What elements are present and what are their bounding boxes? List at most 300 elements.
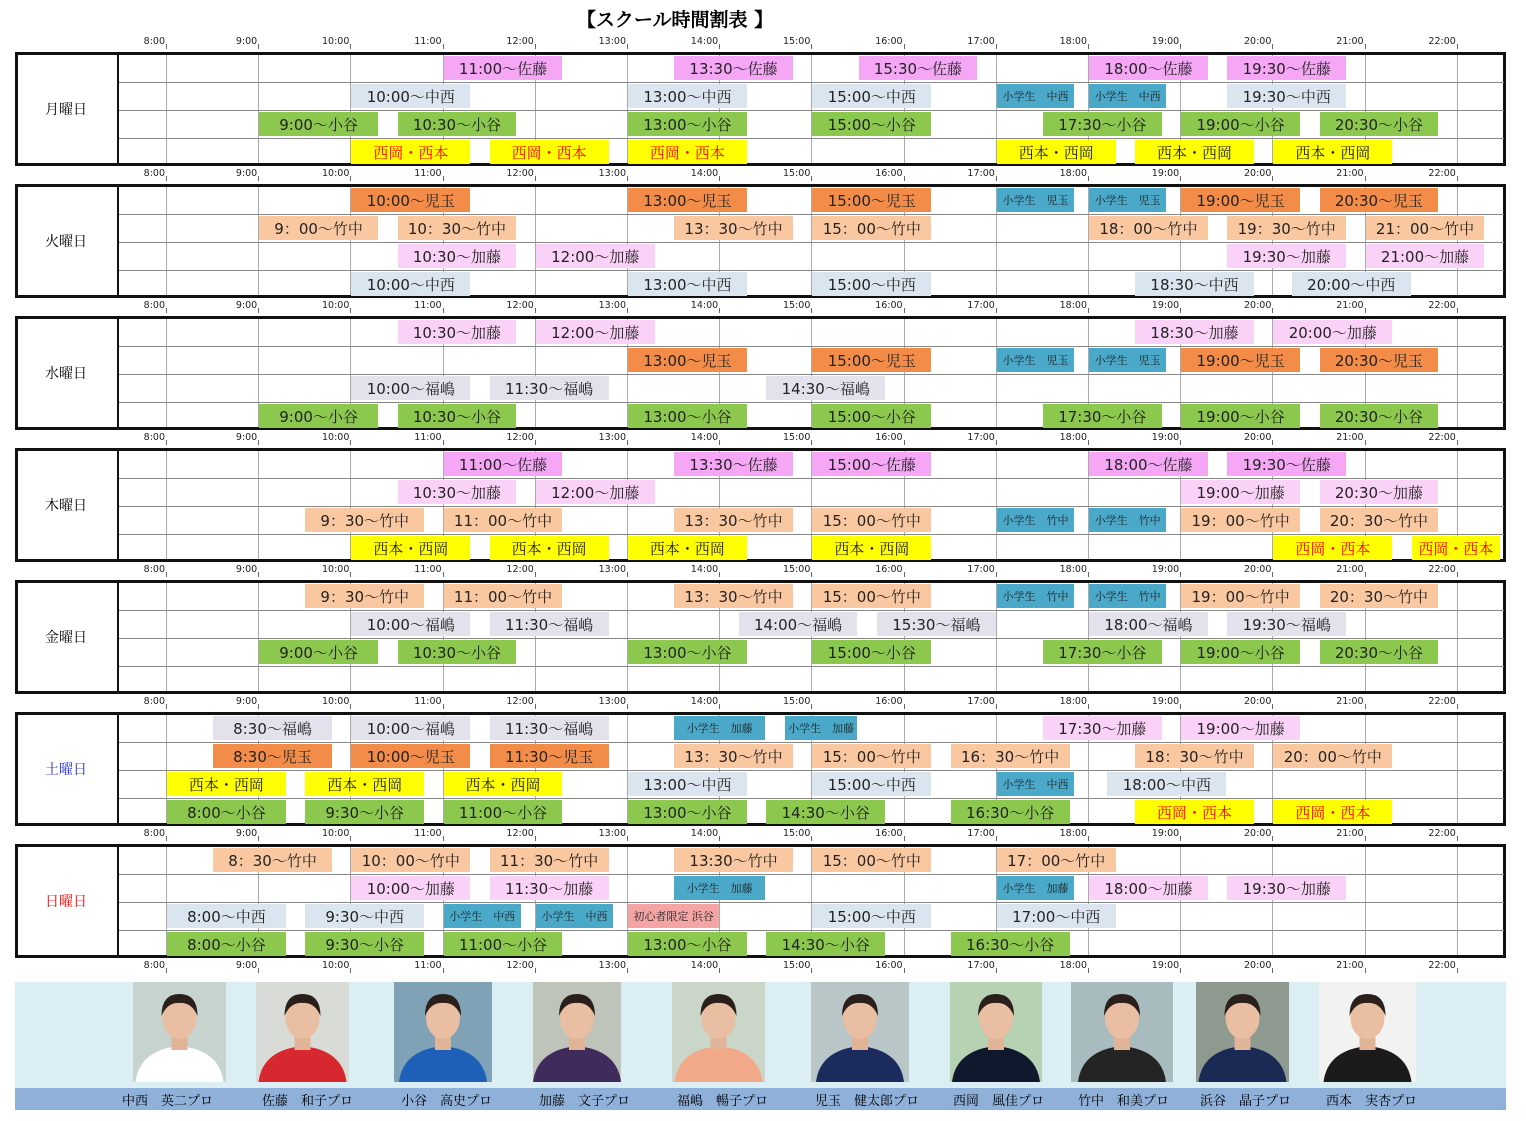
time-tick-label: 17:00 (967, 168, 995, 179)
time-tick-label: 12:00 (506, 300, 534, 311)
portrait-body (399, 1046, 487, 1082)
portrait-icon (533, 982, 621, 1082)
grid-line-vertical (1457, 55, 1458, 163)
lesson-slot: 西岡・西本 (351, 140, 470, 164)
lesson-slot: 20：30〜竹中 (1320, 508, 1439, 532)
lesson-slot: 13:00〜中西 (628, 772, 747, 796)
time-tick-mark (811, 836, 812, 841)
grid-line-vertical (258, 583, 259, 691)
grid-line-vertical (904, 715, 905, 823)
time-tick-label: 13:00 (598, 960, 626, 971)
lesson-slot: 15：00〜竹中 (812, 744, 931, 768)
lesson-slot: 15:30〜福嶋 (877, 612, 996, 636)
staff-name: 小谷 高史プロ (401, 1094, 493, 1109)
time-tick-mark (1365, 44, 1366, 49)
lesson-slot: 西本・西岡 (997, 140, 1116, 164)
lesson-slot: 19:00〜加藤 (1181, 480, 1300, 504)
grid-line-horizontal (119, 610, 1504, 611)
staff-photo (1319, 982, 1416, 1082)
time-tick-mark (1457, 968, 1458, 973)
lesson-slot: 19:30〜加藤 (1227, 244, 1346, 268)
portrait-body (1078, 1046, 1166, 1082)
lesson-slot: 13:00〜児玉 (628, 188, 747, 212)
lesson-slot: 15:30〜佐藤 (859, 56, 978, 80)
grid-line-horizontal (119, 374, 1504, 375)
lesson-slot: 小学生 児玉 (1089, 188, 1166, 212)
lesson-slot: 小学生 児玉 (1089, 348, 1166, 372)
time-tick-label: 9:00 (235, 168, 258, 179)
lesson-slot: 西岡・西本 (1412, 536, 1500, 560)
time-tick-label: 22:00 (1428, 564, 1456, 575)
time-tick-mark (1272, 44, 1273, 49)
lesson-slot: 9:30〜小谷 (305, 932, 424, 956)
lesson-slot: 17：00〜竹中 (997, 848, 1116, 872)
time-tick-label: 9:00 (235, 36, 258, 47)
time-tick-label: 12:00 (506, 168, 534, 179)
time-tick-label: 12:00 (506, 36, 534, 47)
time-tick-mark (811, 440, 812, 445)
lesson-slot: 17:30〜小谷 (1043, 404, 1162, 428)
time-tick-label: 10:00 (322, 828, 350, 839)
lesson-slot: 10:30〜小谷 (398, 112, 517, 136)
lesson-slot: 13:00〜小谷 (628, 932, 747, 956)
lesson-slot: 14:30〜小谷 (766, 932, 885, 956)
time-tick-label: 9:00 (235, 828, 258, 839)
lesson-slot: 西岡・西本 (490, 140, 609, 164)
lesson-slot: 13：30〜竹中 (674, 744, 793, 768)
time-tick-label: 11:00 (414, 300, 442, 311)
lesson-slot: 10:30〜小谷 (398, 640, 517, 664)
grid-line-horizontal (119, 82, 1504, 83)
lesson-slot: 19:00〜児玉 (1181, 188, 1300, 212)
time-tick-mark (535, 176, 536, 181)
time-tick-mark (627, 440, 628, 445)
lesson-slot: 西岡・西本 (628, 140, 747, 164)
day-label: 火曜日 (15, 184, 119, 298)
lesson-slot: 10:30〜加藤 (398, 320, 517, 344)
grid-line-vertical (1272, 847, 1273, 955)
day-label: 土曜日 (15, 712, 119, 826)
lesson-slot: 19:00〜小谷 (1181, 404, 1300, 428)
time-tick-label: 20:00 (1244, 432, 1272, 443)
time-tick-mark (1457, 440, 1458, 445)
grid-line-vertical (1457, 847, 1458, 955)
staff-photo (811, 982, 909, 1082)
time-tick-mark (1272, 704, 1273, 709)
time-tick-mark (1180, 44, 1181, 49)
lesson-slot: 小学生 児玉 (997, 348, 1074, 372)
lesson-slot: 13:30〜佐藤 (674, 56, 793, 80)
time-tick-label: 22:00 (1428, 300, 1456, 311)
lesson-slot: 11:00〜佐藤 (444, 452, 563, 476)
lesson-slot: 小学生 竹中 (997, 508, 1074, 532)
lesson-slot: 西本・西岡 (351, 536, 470, 560)
lesson-slot: 11:00〜小谷 (444, 932, 563, 956)
lesson-slot: 西本・西岡 (444, 772, 563, 796)
time-tick-mark (1180, 704, 1181, 709)
lesson-slot: 9:00〜小谷 (259, 112, 378, 136)
grid-line-horizontal (119, 770, 1504, 771)
lesson-slot: 16:30〜小谷 (951, 800, 1070, 824)
lesson-slot: 11:00〜佐藤 (444, 56, 563, 80)
grid-line-horizontal (119, 270, 1504, 271)
portrait-body (816, 1046, 904, 1082)
lesson-slot: 10:00〜加藤 (351, 876, 470, 900)
time-tick-label: 8:00 (143, 300, 165, 311)
time-tick-label: 12:00 (506, 432, 534, 443)
time-tick-label: 17:00 (967, 300, 995, 311)
lesson-slot: 11:30〜加藤 (490, 876, 609, 900)
time-tick-mark (1088, 968, 1089, 973)
lesson-slot: 13:00〜児玉 (628, 348, 747, 372)
lesson-slot: 19:00〜小谷 (1181, 112, 1300, 136)
time-tick-label: 20:00 (1244, 300, 1272, 311)
grid-line-horizontal (119, 110, 1504, 111)
time-tick-mark (996, 440, 997, 445)
time-tick-label: 9:00 (235, 432, 258, 443)
grid-line-vertical (166, 583, 167, 691)
time-tick-mark (1272, 176, 1273, 181)
time-tick-mark (350, 440, 351, 445)
time-tick-label: 8:00 (143, 36, 165, 47)
time-tick-mark (996, 572, 997, 577)
time-tick-label: 17:00 (967, 36, 995, 47)
staff-name: 竹中 和美プロ (1078, 1094, 1170, 1109)
time-tick-mark (443, 440, 444, 445)
staff-name: 佐藤 和子プロ (262, 1094, 354, 1109)
time-tick-label: 10:00 (322, 564, 350, 575)
time-tick-mark (166, 572, 167, 577)
lesson-slot: 11:30〜児玉 (490, 744, 609, 768)
lesson-slot: 15：00〜竹中 (812, 508, 931, 532)
grid-line-vertical (258, 55, 259, 163)
time-tick-mark (1457, 308, 1458, 313)
lesson-slot: 西岡・西本 (1273, 536, 1392, 560)
time-tick-label: 13:00 (598, 432, 626, 443)
time-tick-label: 9:00 (235, 960, 258, 971)
time-tick-label: 20:00 (1244, 828, 1272, 839)
grid-line-vertical (811, 55, 812, 163)
time-tick-label: 16:00 (875, 696, 903, 707)
lesson-slot: 小学生 児玉 (997, 188, 1074, 212)
time-tick-label: 12:00 (506, 696, 534, 707)
lesson-slot: 11：00〜竹中 (444, 508, 563, 532)
time-tick-mark (1088, 572, 1089, 577)
time-tick-label: 14:00 (690, 696, 719, 707)
time-tick-mark (627, 968, 628, 973)
time-tick-label: 10:00 (322, 696, 350, 707)
time-tick-label: 10:00 (322, 36, 350, 47)
lesson-slot: 10:30〜加藤 (398, 480, 517, 504)
portrait-icon (811, 982, 909, 1082)
lesson-slot: 11:30〜福嶋 (490, 716, 609, 740)
lesson-slot: 20:30〜小谷 (1320, 640, 1439, 664)
portrait-icon (1196, 982, 1289, 1082)
page-title: 【スクール時間割表 】 (576, 9, 774, 31)
grid-line-vertical (996, 451, 997, 559)
lesson-slot: 小学生 竹中 (1089, 584, 1166, 608)
lesson-slot: 小学生 加藤 (674, 716, 765, 740)
portrait-body (1324, 1046, 1412, 1082)
lesson-slot: 15:00〜小谷 (812, 404, 931, 428)
time-tick-mark (811, 44, 812, 49)
grid-line-horizontal (119, 742, 1504, 743)
lesson-slot: 13:00〜小谷 (628, 112, 747, 136)
time-tick-label: 11:00 (414, 696, 442, 707)
time-tick-mark (350, 176, 351, 181)
time-tick-mark (1088, 44, 1089, 49)
time-tick-label: 19:00 (1151, 960, 1180, 971)
lesson-slot: 10:30〜加藤 (398, 244, 517, 268)
time-tick-mark (535, 308, 536, 313)
lesson-slot: 9:30〜中西 (305, 904, 424, 928)
grid-line-horizontal (119, 242, 1504, 243)
time-tick-label: 8:00 (143, 960, 165, 971)
lesson-slot: 8:00〜小谷 (167, 932, 286, 956)
lesson-slot: 8：30〜竹中 (213, 848, 332, 872)
time-tick-mark (719, 440, 720, 445)
time-tick-mark (443, 176, 444, 181)
staff-photo (1071, 982, 1173, 1082)
time-tick-label: 17:00 (967, 960, 995, 971)
time-tick-label: 11:00 (414, 828, 442, 839)
time-tick-label: 21:00 (1336, 960, 1364, 971)
grid-line-vertical (1180, 847, 1181, 955)
lesson-slot: 10：30〜竹中 (398, 216, 517, 240)
time-tick-label: 10:00 (322, 300, 350, 311)
time-tick-mark (719, 836, 720, 841)
grid-line-vertical (1457, 583, 1458, 691)
portrait-body (533, 1046, 621, 1082)
time-tick-label: 11:00 (414, 36, 442, 47)
time-tick-label: 15:00 (783, 36, 811, 47)
grid-line-vertical (627, 583, 628, 691)
portrait-icon (133, 982, 226, 1082)
lesson-slot: 西岡・西本 (1273, 800, 1392, 824)
time-tick-mark (904, 440, 905, 445)
portrait-body (136, 1046, 224, 1082)
time-tick-label: 15:00 (783, 564, 811, 575)
time-tick-label: 8:00 (143, 432, 165, 443)
portrait-icon (256, 982, 349, 1082)
lesson-slot: 13:00〜小谷 (628, 800, 747, 824)
lesson-slot: 13:30〜佐藤 (674, 452, 793, 476)
lesson-slot: 13:00〜中西 (628, 272, 747, 296)
grid-line-horizontal (119, 138, 1504, 139)
time-tick-mark (258, 836, 259, 841)
time-tick-mark (258, 572, 259, 577)
time-tick-label: 22:00 (1428, 168, 1456, 179)
time-tick-mark (443, 572, 444, 577)
day-label: 月曜日 (15, 52, 119, 166)
lesson-slot: 13：30〜竹中 (674, 216, 793, 240)
time-tick-mark (1457, 44, 1458, 49)
time-tick-mark (904, 176, 905, 181)
lesson-slot: 9：00〜竹中 (259, 216, 378, 240)
grid-line-horizontal (119, 930, 1504, 931)
grid-line-vertical (535, 187, 536, 295)
time-tick-label: 9:00 (235, 696, 258, 707)
time-tick-label: 8:00 (143, 696, 165, 707)
time-tick-mark (719, 704, 720, 709)
grid-line-vertical (166, 319, 167, 427)
time-tick-mark (258, 968, 259, 973)
lesson-slot: 18:30〜加藤 (1135, 320, 1254, 344)
time-tick-label: 20:00 (1244, 564, 1272, 575)
time-tick-label: 16:00 (875, 168, 903, 179)
time-tick-label: 13:00 (598, 300, 626, 311)
lesson-slot: 12:00〜加藤 (536, 244, 655, 268)
lesson-slot: 15:00〜児玉 (812, 348, 931, 372)
portrait-icon (1071, 982, 1173, 1082)
time-tick-mark (1088, 176, 1089, 181)
lesson-slot: 14:30〜小谷 (766, 800, 885, 824)
lesson-slot: 13:30〜竹中 (674, 848, 793, 872)
staff-name: 西岡 風佳プロ (953, 1094, 1045, 1109)
time-tick-mark (166, 704, 167, 709)
time-tick-mark (1272, 440, 1273, 445)
lesson-slot: 9：30〜竹中 (305, 508, 424, 532)
lesson-slot: 20:30〜小谷 (1320, 404, 1439, 428)
lesson-slot: 8:00〜小谷 (167, 800, 286, 824)
lesson-slot: 18:00〜福嶋 (1089, 612, 1208, 636)
lesson-slot: 18:30〜中西 (1135, 272, 1254, 296)
lesson-slot: 15：00〜竹中 (812, 216, 931, 240)
time-tick-label: 16:00 (875, 300, 903, 311)
time-tick-label: 15:00 (783, 300, 811, 311)
time-tick-mark (1365, 572, 1366, 577)
time-tick-label: 12:00 (506, 828, 534, 839)
lesson-slot: 12:00〜加藤 (536, 480, 655, 504)
staff-photo (1196, 982, 1289, 1082)
time-tick-mark (535, 968, 536, 973)
lesson-slot: 15：00〜竹中 (812, 584, 931, 608)
time-tick-label: 17:00 (967, 432, 995, 443)
lesson-slot: 18：00〜竹中 (1089, 216, 1208, 240)
lesson-slot: 小学生 竹中 (997, 584, 1074, 608)
time-tick-mark (996, 968, 997, 973)
lesson-slot: 小学生 竹中 (1089, 508, 1166, 532)
lesson-slot: 18:00〜佐藤 (1089, 452, 1208, 476)
time-tick-mark (904, 44, 905, 49)
lesson-slot: 15:00〜小谷 (812, 112, 931, 136)
lesson-slot: 20:30〜児玉 (1320, 188, 1439, 212)
grid-line-horizontal (119, 666, 1504, 667)
lesson-slot: 西本・西岡 (628, 536, 747, 560)
grid-line-vertical (258, 451, 259, 559)
lesson-slot: 10:00〜福嶋 (351, 376, 470, 400)
lesson-slot: 20:30〜小谷 (1320, 112, 1439, 136)
time-tick-label: 10:00 (322, 432, 350, 443)
portrait-icon (950, 982, 1042, 1082)
time-tick-mark (1365, 704, 1366, 709)
time-tick-mark (1180, 308, 1181, 313)
lesson-slot: 9:00〜小谷 (259, 640, 378, 664)
time-tick-mark (1088, 836, 1089, 841)
lesson-slot: 13：30〜竹中 (674, 508, 793, 532)
time-tick-label: 15:00 (783, 168, 811, 179)
time-tick-mark (258, 440, 259, 445)
time-tick-mark (1272, 308, 1273, 313)
time-tick-mark (1180, 440, 1181, 445)
time-tick-mark (1272, 836, 1273, 841)
time-tick-label: 21:00 (1336, 564, 1364, 575)
grid-line-vertical (166, 451, 167, 559)
grid-line-horizontal (119, 478, 1504, 479)
lesson-slot: 8:00〜中西 (167, 904, 286, 928)
lesson-slot: 15:00〜佐藤 (812, 452, 931, 476)
grid-line-vertical (1457, 319, 1458, 427)
time-tick-mark (443, 308, 444, 313)
time-tick-label: 11:00 (414, 432, 442, 443)
time-tick-mark (350, 308, 351, 313)
time-tick-mark (996, 308, 997, 313)
lesson-slot: 13:00〜小谷 (628, 404, 747, 428)
lesson-slot: 14:00〜福嶋 (739, 612, 858, 636)
time-tick-label: 19:00 (1151, 696, 1180, 707)
time-tick-label: 14:00 (690, 828, 719, 839)
time-tick-mark (1180, 572, 1181, 577)
time-tick-label: 16:00 (875, 828, 903, 839)
staff-photo (672, 982, 765, 1082)
time-tick-mark (535, 572, 536, 577)
time-tick-label: 20:00 (1244, 168, 1272, 179)
staff-photo (533, 982, 621, 1082)
time-tick-label: 8:00 (143, 564, 165, 575)
time-tick-label: 10:00 (322, 168, 350, 179)
time-tick-mark (1457, 836, 1458, 841)
grid-line-vertical (996, 319, 997, 427)
time-tick-label: 19:00 (1151, 300, 1180, 311)
time-tick-mark (535, 440, 536, 445)
time-tick-label: 16:00 (875, 432, 903, 443)
time-tick-mark (627, 836, 628, 841)
time-tick-mark (996, 704, 997, 709)
lesson-slot: 19:30〜加藤 (1227, 876, 1346, 900)
time-tick-label: 11:00 (414, 564, 442, 575)
lesson-slot: 17:30〜小谷 (1043, 112, 1162, 136)
lesson-slot: 17:30〜小谷 (1043, 640, 1162, 664)
time-tick-label: 13:00 (598, 828, 626, 839)
lesson-slot: 11:00〜小谷 (444, 800, 563, 824)
time-tick-mark (1180, 968, 1181, 973)
lesson-slot: 8:30〜児玉 (213, 744, 332, 768)
time-tick-mark (719, 44, 720, 49)
lesson-slot: 8:30〜福嶋 (213, 716, 332, 740)
lesson-slot: 小学生 加藤 (674, 876, 765, 900)
time-tick-label: 15:00 (783, 828, 811, 839)
day-label: 金曜日 (15, 580, 119, 694)
lesson-slot: 9:00〜小谷 (259, 404, 378, 428)
time-tick-label: 22:00 (1428, 432, 1456, 443)
staff-name: 児玉 健太郎プロ (815, 1094, 920, 1109)
time-tick-mark (1365, 440, 1366, 445)
lesson-slot: 19:30〜佐藤 (1227, 452, 1346, 476)
lesson-slot: 20:30〜児玉 (1320, 348, 1439, 372)
time-tick-mark (535, 704, 536, 709)
lesson-slot: 小学生 中西 (444, 904, 521, 928)
time-tick-label: 13:00 (598, 696, 626, 707)
lesson-slot: 小学生 中西 (997, 84, 1074, 108)
time-tick-mark (627, 704, 628, 709)
time-tick-mark (1365, 968, 1366, 973)
time-tick-label: 13:00 (598, 168, 626, 179)
time-tick-label: 11:00 (414, 168, 442, 179)
lesson-slot: 20:00〜加藤 (1273, 320, 1392, 344)
lesson-slot: 13:00〜中西 (628, 84, 747, 108)
time-tick-label: 15:00 (783, 960, 811, 971)
lesson-slot: 9：30〜竹中 (305, 584, 424, 608)
